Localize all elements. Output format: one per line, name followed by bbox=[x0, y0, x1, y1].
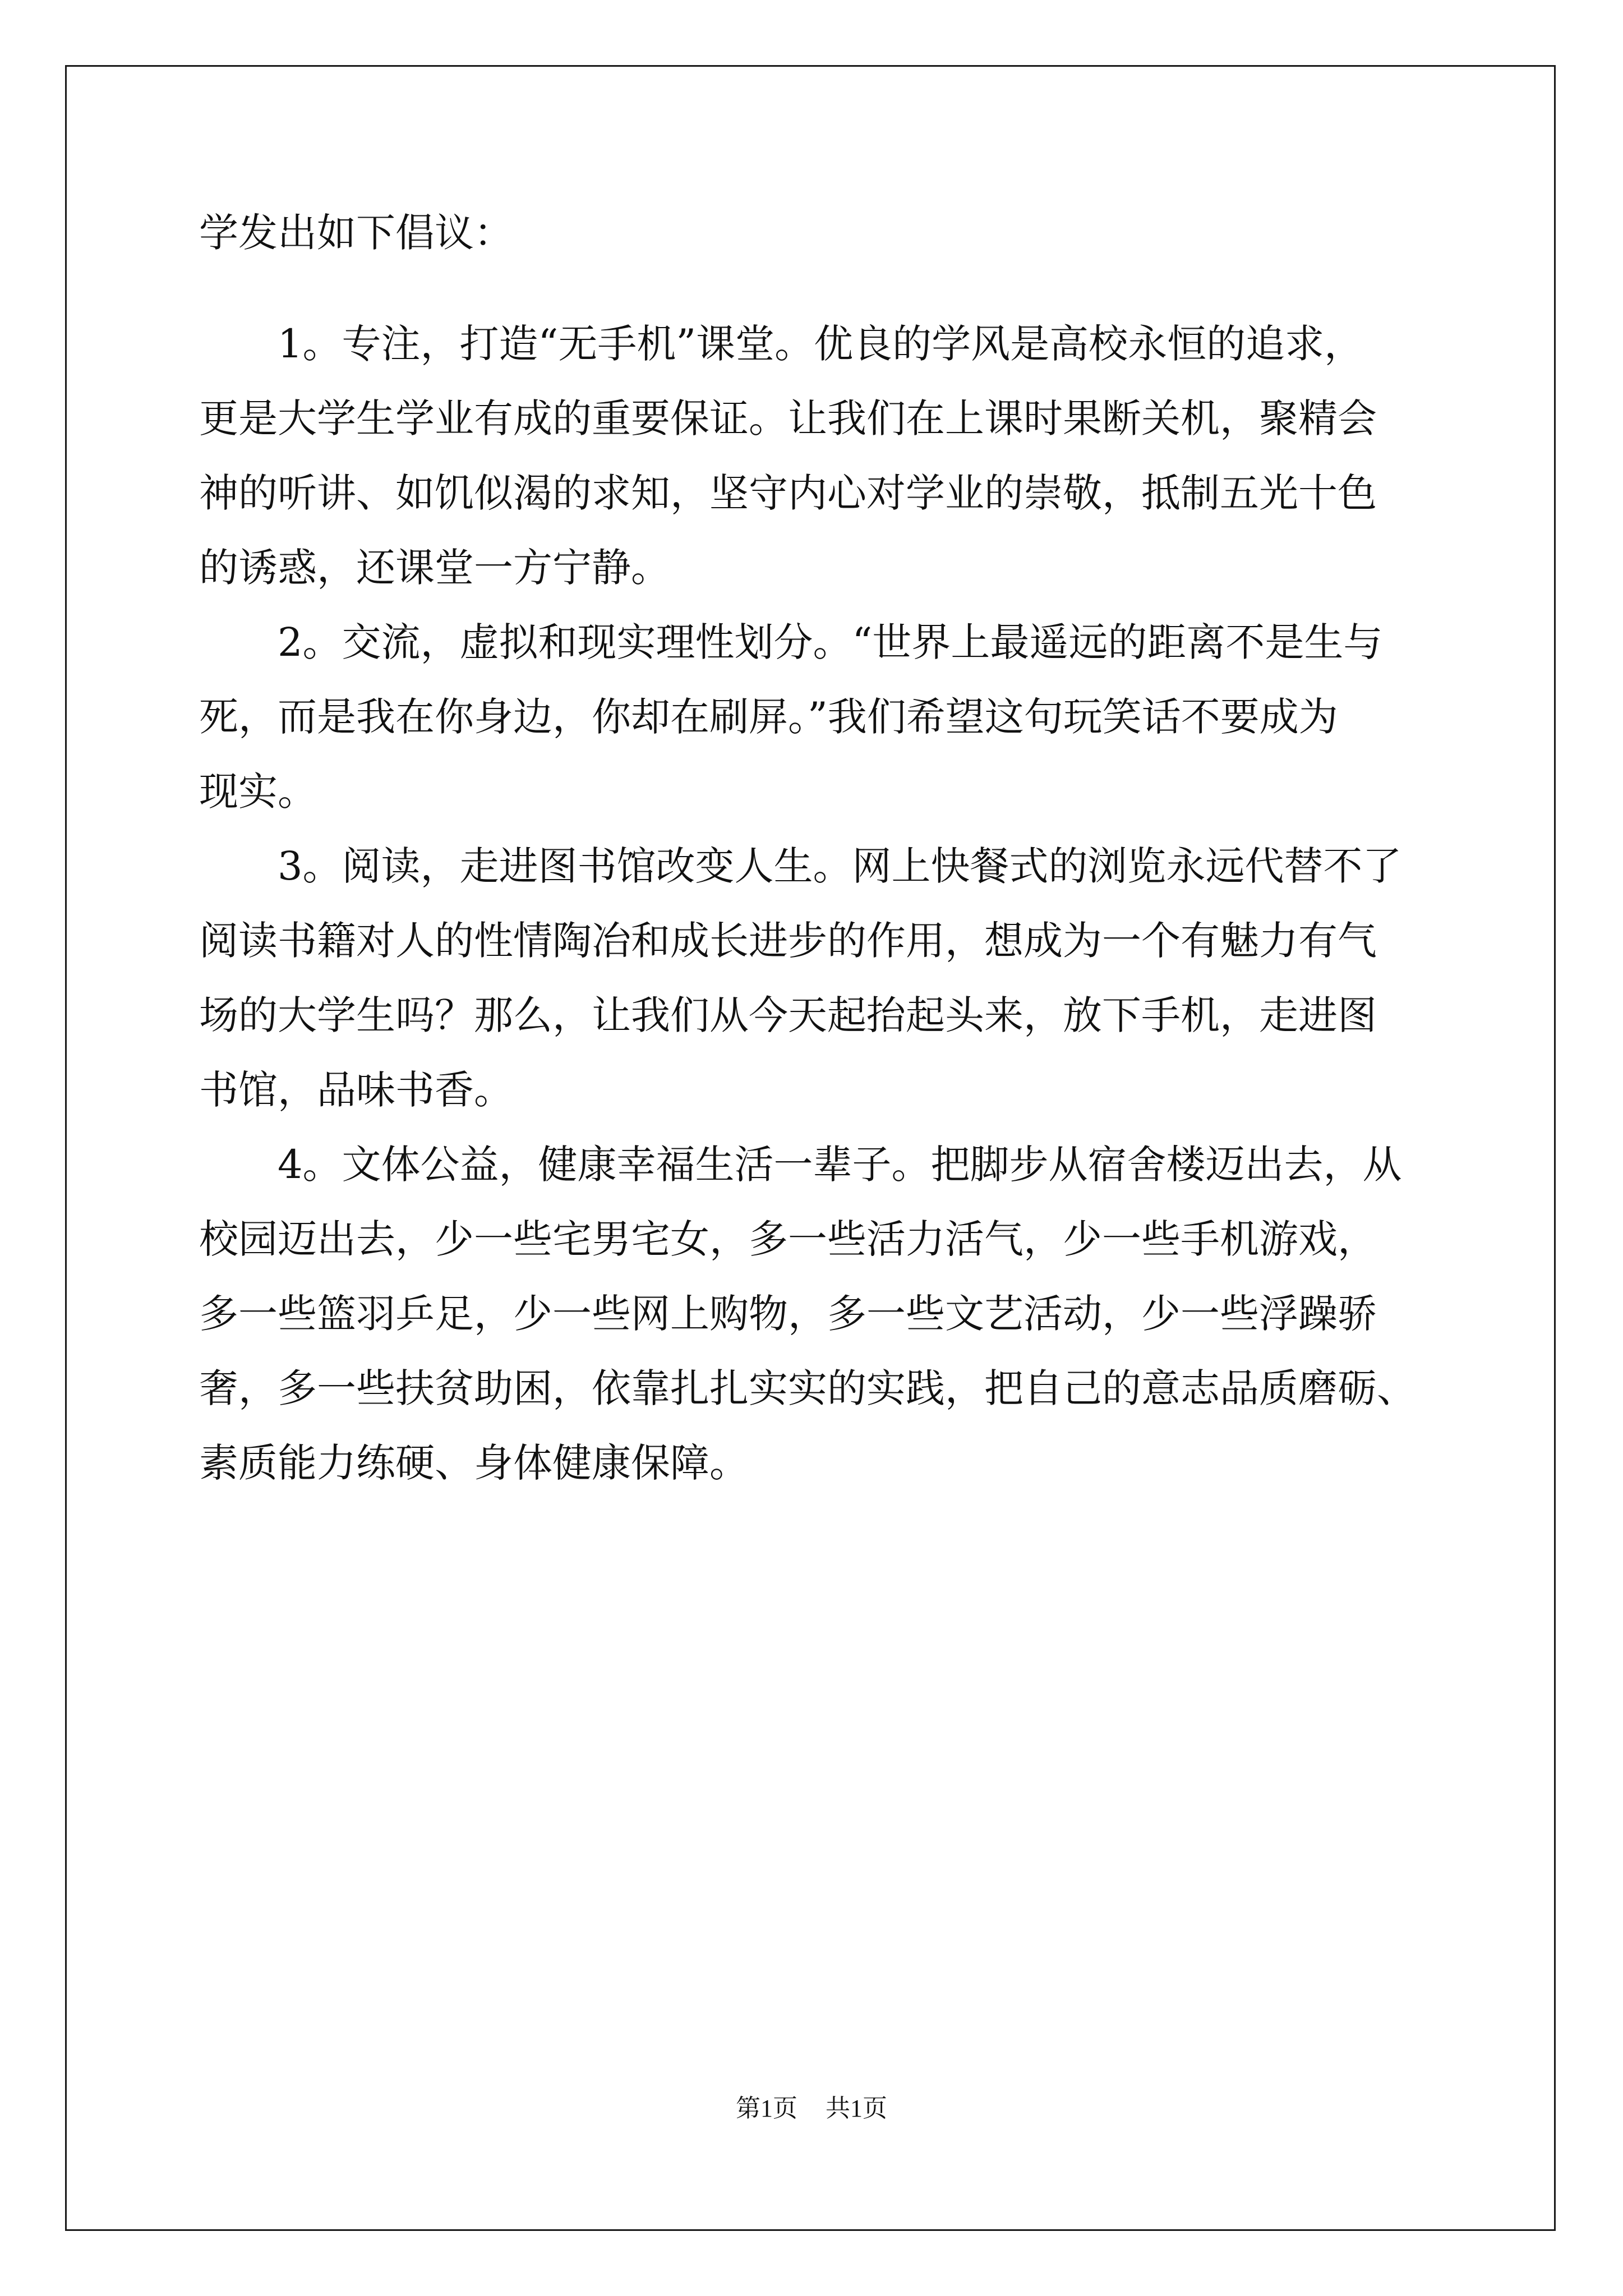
text-line: 多一些篮羽乒足，少一些网上购物，多一些文艺活动，少一些浮躁骄 bbox=[199, 1291, 1377, 1337]
paragraph-3-line: 3。阅读，走进图书馆改变人生。网上快餐式的浏览永远代替不了 bbox=[278, 843, 1402, 889]
text-line: 场的大学生吗？那么，让我们从今天起抬起头来，放下手机，走进图 bbox=[199, 992, 1377, 1038]
text-line: 书馆，品味书香。 bbox=[199, 1067, 513, 1113]
text-line: 现实。 bbox=[199, 769, 317, 815]
text-line: 阅读书籍对人的性情陶冶和成长进步的作用，想成为一个有魅力有气 bbox=[199, 918, 1377, 964]
text-line: 学发出如下倡议： bbox=[199, 210, 513, 256]
paragraph-2-line: 2。交流，虚拟和现实理性划分。“世界上最遥远的距离不是生与 bbox=[278, 619, 1383, 665]
text-line: 的诱惑，还课堂一方宁静。 bbox=[199, 545, 670, 591]
text-line: 神的听讲、如饥似渴的求知，坚守内心对学业的崇敬，抵制五光十色 bbox=[199, 470, 1377, 516]
text-line: 死，而是我在你身边，你却在刷屏。”我们希望这句玩笑话不要成为 bbox=[199, 694, 1338, 740]
page-total: 共1页 bbox=[826, 2095, 887, 2122]
page-footer bbox=[0, 2088, 1623, 2124]
text-line: 校园迈出去，少一些宅男宅女，多一些活力活气，少一些手机游戏， bbox=[199, 1216, 1377, 1262]
paragraph-4-line: 4。文体公益，健康幸福生活一辈子。把脚步从宿舍楼迈出去，从 bbox=[278, 1142, 1402, 1188]
text-line: 素质能力练硬、身体健康保障。 bbox=[199, 1440, 749, 1486]
text-line: 奢，多一些扶贫助困，依靠扎扎实实的实践，把自己的意志品质磨砺、 bbox=[199, 1365, 1416, 1411]
text-line: 更是大学生学业有成的重要保证。让我们在上课时果断关机，聚精会 bbox=[199, 395, 1377, 441]
paragraph-1-line: 1。专注，打造“无手机”课堂。优良的学风是高校永恒的追求， bbox=[278, 321, 1364, 367]
page-number: 第1页 bbox=[736, 2095, 797, 2122]
